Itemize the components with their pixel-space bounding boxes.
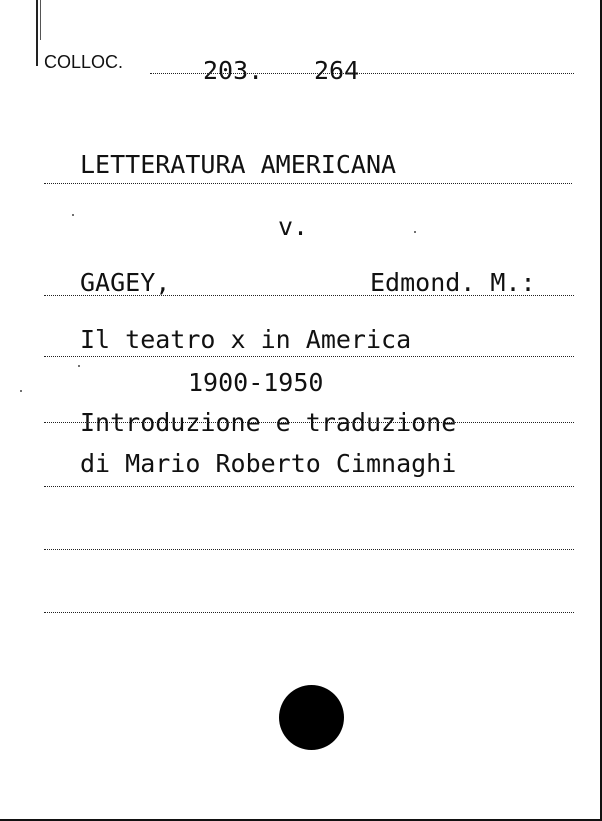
colloc-number-2: 264 bbox=[314, 56, 360, 85]
colloc-label: COLLOC. bbox=[44, 52, 124, 72]
author-given-name: Edmond. M.: bbox=[370, 268, 536, 297]
volume-label: v. bbox=[278, 212, 309, 241]
title-line-2: 1900-1950 bbox=[188, 368, 324, 397]
colloc-number-1: 203. bbox=[203, 56, 264, 85]
colloc-rule bbox=[150, 73, 574, 74]
title-rule-3 bbox=[44, 486, 574, 487]
punch-hole bbox=[279, 685, 344, 750]
blank-rule-2 bbox=[44, 612, 574, 613]
title-rule-2 bbox=[44, 422, 574, 423]
title-line-1: Il teatro x in America bbox=[80, 325, 412, 354]
title-rule-1 bbox=[44, 356, 574, 357]
title-line-3: Introduzione e traduzione bbox=[80, 408, 457, 437]
card-edge-mark-secondary bbox=[40, 0, 41, 40]
speck bbox=[72, 214, 74, 216]
card-edge-mark bbox=[36, 0, 38, 66]
speck bbox=[20, 390, 22, 392]
speck bbox=[414, 231, 416, 233]
author-surname: GAGEY, bbox=[80, 268, 171, 297]
subject-heading: LETTERATURA AMERICANA bbox=[80, 150, 397, 179]
blank-rule-1 bbox=[44, 549, 574, 550]
author-rule bbox=[44, 295, 574, 296]
subject-rule bbox=[44, 183, 572, 184]
speck bbox=[78, 365, 80, 367]
title-line-4: di Mario Roberto Cimnaghi bbox=[80, 449, 457, 478]
